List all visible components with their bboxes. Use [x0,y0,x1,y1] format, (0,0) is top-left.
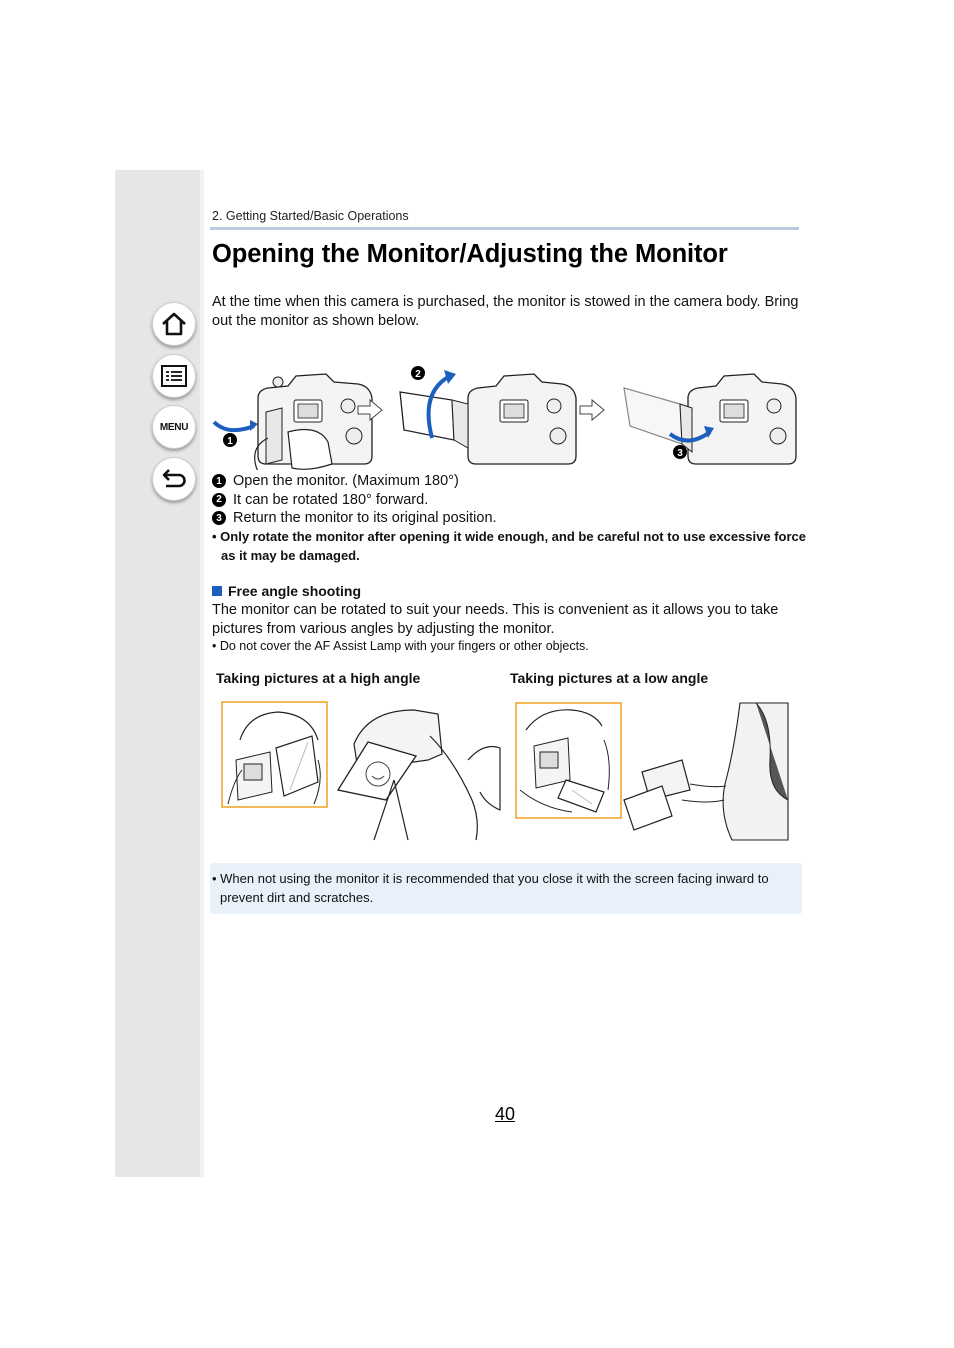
steps-list [212,472,802,528]
breadcrumb: 2. Getting Started/Basic Operations [212,209,409,223]
page-number-link[interactable]: 40 [495,1104,516,1124]
tip-text: • When not using the monitor it is recommended that you close it with the screen facing inward to prevent dirt and scratches. [212,871,769,905]
home-icon [160,311,188,337]
home-button[interactable] [152,302,196,346]
page-title: Opening the Monitor/Adjusting the Monitor [212,240,728,268]
free-angle-heading [212,583,361,599]
back-icon [160,466,188,492]
contents-button[interactable] [152,354,196,398]
step-badge-1: 1 [227,436,233,447]
list-item [212,491,802,510]
step-badge-3: 3 [677,448,683,459]
low-angle-illustration [512,700,792,842]
list-item [212,472,802,491]
intro-text: At the time when this camera is purchased, the monitor is stowed in the camera body. Bring out the monitor as shown below. [212,294,799,329]
warning-text: • Only rotate the monitor after opening it wide enough, and be careful not to use excessive force as it may be damaged. [212,529,806,563]
step-text: It can be rotated 180° forward. [233,491,429,508]
camera-returning-monitor [624,374,796,464]
step-number-badge: 1 [212,474,226,488]
camera-open-monitor [400,374,576,464]
person-high-angle [338,710,500,840]
contents-list-icon [160,364,188,388]
list-item [212,509,802,528]
step-badge-2: 2 [415,369,421,380]
menu-button[interactable] [152,405,196,449]
free-angle-heading-text: Free angle shooting [228,583,362,599]
step-number-badge: 3 [212,511,226,525]
free-angle-body: The monitor can be rotated to suit your needs. This is convenient as it allows you to take pictures from various angles by adjusting the monitor. [212,602,779,637]
open-arrow-1 [214,422,254,430]
back-button[interactable] [152,457,196,501]
person-low-angle [624,703,788,840]
step-text: Open the monitor. (Maximum 180°) [233,473,459,490]
camera-closed-monitor [255,374,372,470]
monitor-steps-illustration [210,362,800,470]
square-bullet-icon [212,586,222,596]
af-lamp-note: • Do not cover the AF Assist Lamp with your fingers or other objects. [212,639,589,653]
next-arrow-2 [580,400,604,420]
high-angle-illustration [218,700,504,842]
sidebar-edge [200,170,204,1177]
menu-icon: MENU [159,421,189,433]
step-number-badge: 2 [212,493,226,507]
header-rule [210,227,799,230]
step-text: Return the monitor to its original position. [233,510,497,527]
caption-high-angle: Taking pictures at a high angle [216,670,421,686]
caption-low-angle: Taking pictures at a low angle [510,670,709,686]
